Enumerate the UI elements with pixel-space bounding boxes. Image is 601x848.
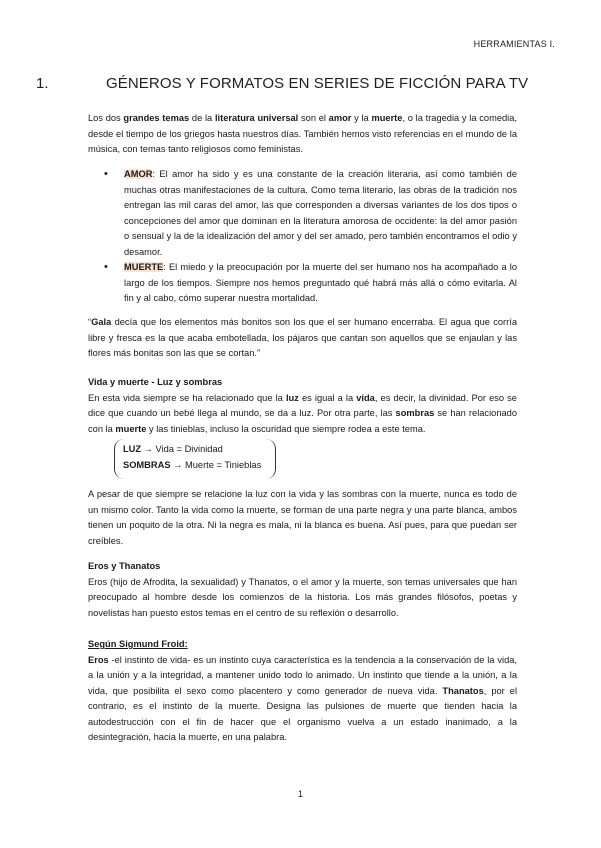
page-number: 1 [297,789,304,799]
highlight-label: MUERTE [124,262,164,272]
intro-paragraph: Los dos grandes temas de la literatura universal son el amor y la muerte, o la tragedia y la comedia, desde el tiempo de los griegos hasta nuestros días. También hemos visto referencias en el mundo de la música, con temas tanto religiosos como feministas. [88,113,517,154]
quote-paragraph: “Gala decía que los elementos más bonitos son los que el ser humano encerraba. El agua que corría libre y fresca es la que acaba embotellada, los pájaros que cantan son aquellos que se enjaulan y las flores más bonitas son las que se cortan.” [88,317,517,358]
brace-line-sombras: SOMBRAS → Muerte = Tinieblas [123,460,262,470]
subheading: Según Sigmund Froid: [88,639,188,649]
subheading: Vida y muerte - Luz y sombras [88,377,223,387]
paragraph-balance: A pesar de que siempre se relacione la luz con la vida y las sombras con la muerte, nunca es todo de un mismo color. Tanto la vida como la muerte, se forman de una parte negra y una parte blanca, ambos tienen un poquito de la otra. Ni la negra es mala, ni la blanca es buena. Así pues, para que puedan ser creíbles. [88,489,517,546]
section-freud: Según Sigmund Froid: Eros -el instinto de vida- es un instinto cuya característica es la tendencia a la conservación de la vida, a la unión y a la integridad, a mantener unido todo lo animado. Un instinto que tiende a la unión, a la vida, que posibilita el sexo como placentero y como generador de nueva vida. Thanatos, por el contrario, es el instinto de la muerte. Designa las pulsiones de muerte que tienden hacia la autodestrucción con el fin de hacer que el organismo vuelva a un estado inanimado, a la desintegración, hacia la muerte, en una palabra. [88,639,518,742]
brace-line-luz: LUZ → Vida = Divinidad [123,444,223,454]
running-header: HERRAMIENTAS I. [473,39,555,49]
section-vida-muerte: Vida y muerte - Luz y sombras En esta vida siempre se ha relacionado que la luz es igual a la vida, es decir, la divinidad. Por eso se dice que cuando un bebé llega al mundo, se da a luz. Por otra parte, las sombras se han relacionado con la muerte y las tinieblas, incluso la oscuridad que siempre rodea a este tema. [88,377,517,434]
section-title-text: GÉNEROS Y FORMATOS EN SERIES DE FICCIÓN PARA TV [106,75,529,92]
bullet-list [88,167,517,307]
list-item: • AMOR: El amor ha sido y es una constante de la creación literaria, así como también de muchas otras manifestaciones de la cultura. Como tema literario, las obras de la tradición nos entregan las mil caras del amor, las que corresponden a diversas variantes de los dos tipos o concepciones del amor que dominan en la literatura amorosa de occidente: la del amor pasión o sensual y la de la idealización del amor y del ser amado, pero también encontramos el odio y desamor. [88,167,517,260]
subheading: Eros y Thanatos [88,561,161,571]
section-number: 1. [36,75,49,92]
list-item: • MUERTE: El miedo y la preocupación por la muerte del ser humano nos ha acompañado a lo largo de los tiempos. Siempre nos hemos preguntado qué habrá más allá o cómo evitarla. Al fin y al cabo, cómo superar nuestra mortalidad. [88,260,517,307]
brace-box [114,439,276,479]
highlight-label: AMOR [124,169,153,179]
section-eros-thanatos: Eros y Thanatos Eros (hijo de Afrodita, la sexualidad) y Thanatos, o el amor y la muerte, son temas universales que han preocupado al hombre desde los comienzos de la historia. Los más grandes filósofos, poetas y novelistas han puesto estos temas en el centro de su reflexión o desarrollo. [88,561,517,618]
